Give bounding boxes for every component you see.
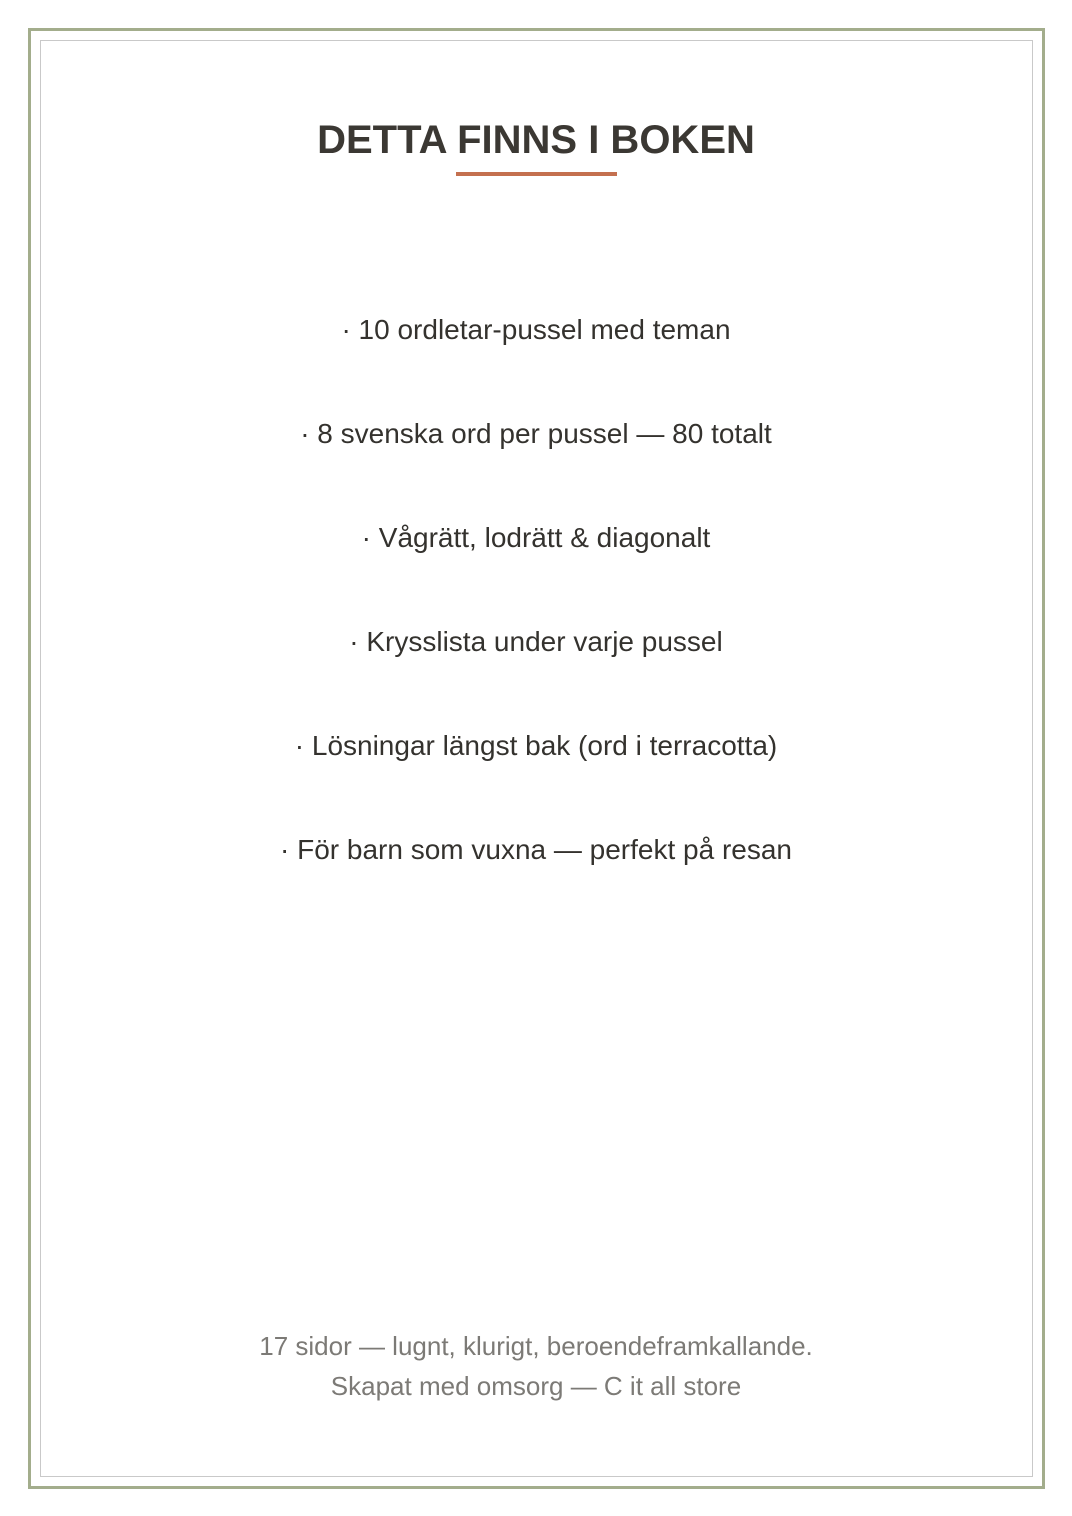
footer [0,1326,1072,1406]
feature-item: · För barn som vuxna — perfekt på resan [280,834,792,865]
feature-item: · 8 svenska ord per pussel — 80 totalt [300,418,772,449]
feature-list [0,306,1072,930]
title-accent-line [456,172,617,176]
footer-credit: Skapat med omsorg — C it all store [330,1371,742,1401]
page-title: DETTA FINNS I BOKEN [317,118,755,162]
feature-item: · Vågrätt, lodrätt & diagonalt [361,522,711,553]
feature-item: · 10 ordletar-pussel med teman [341,314,731,345]
footer-summary: 17 sidor — lugnt, klurigt, beroendeframkallande. [259,1331,813,1361]
feature-item: · Krysslista under varje pussel [349,626,723,657]
feature-item: · Lösningar längst bak (ord i terracotta) [294,730,778,761]
